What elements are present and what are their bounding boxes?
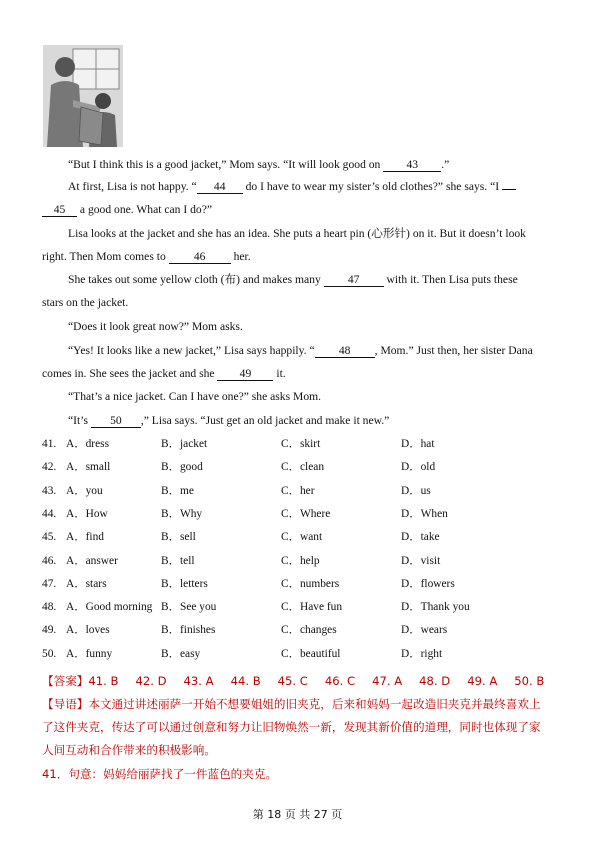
passage-paragraph-2-cont: 45 a good one. What can I do?” (42, 203, 554, 217)
answer-item: 50. B (514, 674, 545, 688)
answer-item: 44. B (230, 674, 261, 688)
passage-paragraph-8: “It’s 50 ,” Lisa says. “Just get an old jacket and make it new.” (68, 414, 390, 427)
blank-48: 48 (315, 345, 375, 358)
option-b[interactable]: B．jacket (161, 438, 208, 450)
option-c[interactable]: C．Have fun (281, 601, 343, 614)
passage-paragraph-3-cont: right. Then Mom comes to 46 her. (42, 250, 251, 263)
option-c[interactable]: C．changes (281, 624, 337, 637)
passage-paragraph-2: At first, Lisa is not happy. “ 44 do I have to wear my sister’s old clothes?” she says. “I (68, 180, 580, 194)
option-d[interactable]: D．right (401, 647, 443, 660)
option-a[interactable]: A．answer (66, 554, 118, 567)
option-d[interactable]: D．When (401, 507, 448, 520)
option-c[interactable]: C．numbers (281, 577, 340, 590)
answer-item: 41. B (88, 674, 119, 688)
passage-paragraph-7: “That’s a nice jacket. Can I have one?” she asks Mom. (68, 390, 322, 403)
option-d[interactable]: D．visit (401, 554, 441, 567)
mother-daughter-illustration (43, 45, 123, 147)
guide-line-3: 人间互动和合作带来的积极影响。 (42, 743, 216, 757)
question-number: 48. (42, 601, 57, 614)
question-number: 47. (42, 577, 57, 590)
option-a[interactable]: A．funny (66, 647, 113, 660)
blank-43: 43 (383, 159, 441, 172)
option-a[interactable]: A．Good morning (66, 601, 153, 614)
page-footer: 第 18 页 共 27 页 (252, 808, 343, 821)
option-d[interactable]: D．wears (401, 624, 448, 637)
answer-item: 49. A (467, 674, 498, 688)
answer-item: 48. D (419, 674, 451, 688)
guide-line-1: 【导语】本文通过讲述丽萨一开始不想要姐姐的旧夹克，后来和妈妈一起改造旧夹克并最终喜欢上 (42, 697, 541, 711)
question-number: 46. (42, 554, 57, 567)
option-b[interactable]: B．good (161, 461, 203, 474)
option-c[interactable]: C．want (281, 531, 323, 544)
passage-paragraph-6: “Yes! It looks like a new jacket,” Lisa says happily. “ 48 , Mom.” Just then, her sister Dana (68, 344, 533, 357)
passage-paragraph-4: She takes out some yellow cloth (布) and makes many 47 with it. Then Lisa puts these (68, 273, 518, 286)
question-number: 44. (42, 507, 57, 520)
answer-item: 45. C (277, 674, 308, 688)
option-b[interactable]: B．easy (161, 647, 201, 660)
blank-47: 47 (324, 274, 384, 287)
blank-45: 45 (42, 204, 77, 217)
blank-44: 44 (197, 181, 243, 194)
blank-50: 50 (91, 415, 141, 428)
explanation-41: 41．句意：妈妈给丽萨找了一件蓝色的夹克。 (42, 767, 278, 781)
option-d[interactable]: D．take (401, 531, 440, 544)
option-a[interactable]: A．find (66, 531, 104, 544)
answer-item: 46. C (324, 674, 356, 688)
option-b[interactable]: B．Why (161, 507, 203, 520)
blank-49: 49 (217, 368, 273, 381)
passage-paragraph-5: “Does it look great now?” Mom asks. (68, 320, 243, 333)
question-number: 45. (42, 531, 57, 544)
guide-line-2: 了这件夹克，传达了可以通过创意和努力让旧物焕然一新，发现其新价值的道理，同时也体现了家 (42, 720, 541, 734)
option-c[interactable]: C．skirt (281, 438, 321, 450)
option-c[interactable]: C．her (281, 484, 315, 497)
option-d[interactable]: D．hat (401, 438, 435, 450)
passage-paragraph-3: Lisa looks at the jacket and she has an idea. She puts a heart pin (心形针) on it. But it doesn’t look (68, 227, 526, 240)
option-b[interactable]: B．tell (161, 554, 195, 567)
option-a[interactable]: A．loves (66, 624, 110, 637)
question-number: 49. (42, 624, 57, 637)
passage-paragraph-6-cont: comes in. She sees the jacket and she 49 it. (42, 367, 286, 380)
option-a[interactable]: A．dress (66, 438, 110, 450)
option-a[interactable]: A．small (66, 461, 111, 474)
answer-key (42, 674, 544, 689)
option-b[interactable]: B．letters (161, 577, 208, 590)
option-d[interactable]: D．us (401, 484, 431, 497)
option-d[interactable]: D．Thank you (401, 601, 470, 614)
option-d[interactable]: D．old (401, 461, 436, 474)
question-number: 43. (42, 484, 57, 497)
answer-label: 【答案】 (42, 674, 89, 688)
answer-item: 43. A (183, 674, 214, 688)
question-number: 42. (42, 461, 57, 474)
option-c[interactable]: C．help (281, 554, 320, 567)
option-c[interactable]: C．beautiful (281, 647, 341, 660)
option-b[interactable]: B．See you (161, 601, 217, 614)
option-b[interactable]: B．finishes (161, 624, 216, 637)
option-b[interactable]: B．sell (161, 531, 196, 544)
option-c[interactable]: C．clean (281, 461, 325, 474)
passage-paragraph-1: “But I think this is a good jacket,” Mom says. “It will look good on 43 .” (68, 158, 450, 171)
question-number: 41. (42, 438, 57, 450)
answer-item: 42. D (135, 674, 167, 688)
option-d[interactable]: D．flowers (401, 577, 455, 590)
passage-paragraph-4-cont: stars on the jacket. (42, 296, 129, 309)
option-a[interactable]: A．you (66, 484, 103, 497)
guide-label: 【导语】 (42, 697, 89, 711)
answer-item: 47. A (372, 674, 403, 688)
option-b[interactable]: B．me (161, 484, 194, 497)
question-number: 50. (42, 647, 57, 660)
blank-46: 46 (169, 251, 231, 264)
option-c[interactable]: C．Where (281, 507, 331, 520)
option-a[interactable]: A．stars (66, 577, 107, 590)
option-a[interactable]: A．How (66, 507, 108, 520)
